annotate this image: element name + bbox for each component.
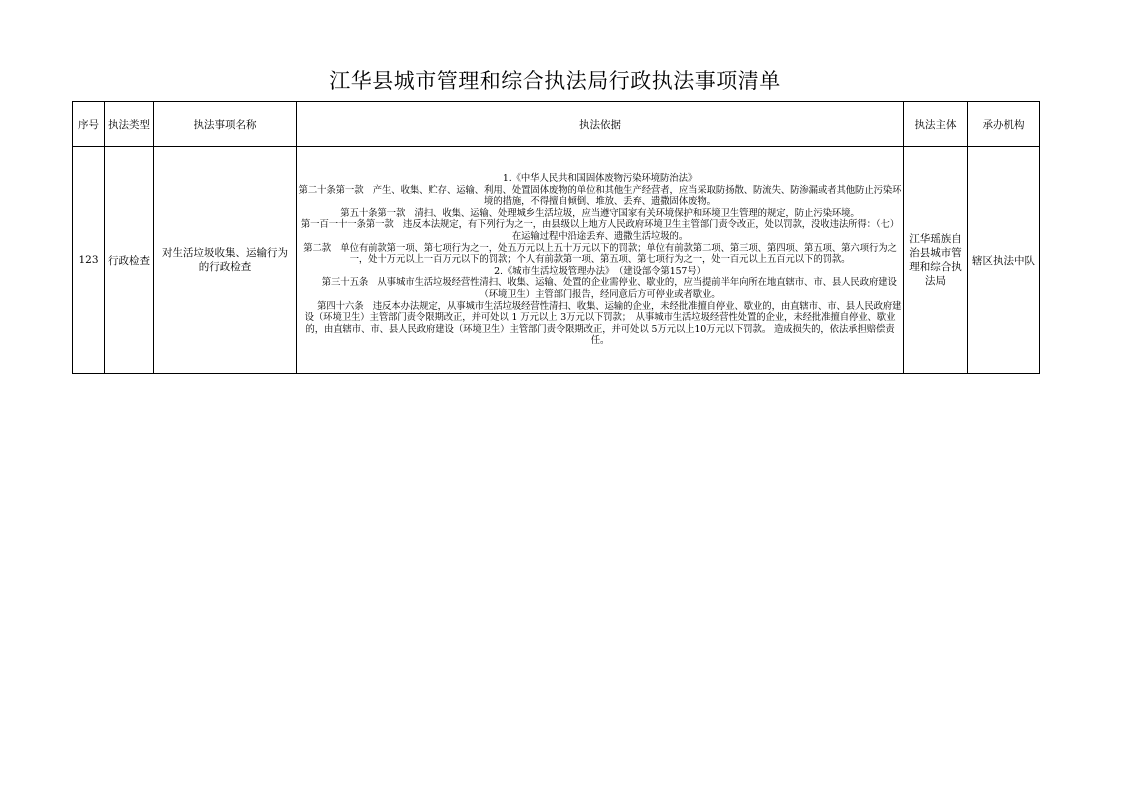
row-index: 123 [73, 147, 105, 374]
table-header-row [73, 102, 1040, 147]
header-handler: 承办机构 [968, 102, 1040, 147]
header-index: 序号 [73, 102, 105, 147]
basis-line: 第三十五条 从事城市生活垃圾经营性清扫、收集、运输、处置的企业需停业、歇业的，应当提前半年向所在地直辖市、市、县人民政府建设（环境卫生）主管部门报告，经同意后方可停业或者歇业。 [303, 277, 897, 300]
header-name: 执法事项名称 [154, 102, 297, 147]
header-type: 执法类型 [105, 102, 154, 147]
row-name [154, 147, 297, 374]
header-subject: 执法主体 [904, 102, 968, 147]
row-name-text: 对生活垃圾收集、运输行为的行政检查 [162, 247, 288, 273]
row-basis [297, 147, 904, 374]
basis-line: 第二款 单位有前款第一项、第七项行为之一，处五万元以上五十万元以下的罚款；单位有前款第二项、第三项、第四项、第五项、第六项行为之一，处十万元以上一百万元以下的罚款；个人有前款第一项、第五项、第七项行为之一，处一百元以上五百元以下的罚款。 [303, 242, 897, 266]
basis-line: 1.《中华人民共和国固体废物污染环境防治法》 [502, 173, 698, 185]
basis-line: 第一百一十一条第一款 违反本法规定，有下列行为之一，由县级以上地方人民政府环境卫生主管部门责令改正，处以罚款，没收违法所得：（七）在运输过程中沿途丢弃、遗撒生活垃圾的。 [300, 219, 900, 243]
basis-line: 第五十条第一款 清扫、收集、运输、处理城乡生活垃圾，应当遵守国家有关环境保护和环境卫生管理的规定，防止污染环境。 [340, 207, 860, 219]
row-subject-text: 江华瑶族自治县城市管理和综合执法局 [909, 233, 962, 287]
basis-line: 第四十六条 违反本办法规定，从事城市生活垃圾经营性清扫、收集、运输的企业，未经批准擅自停业、歇业的，由直辖市、市、县人民政府建设（环境卫生）主管部门责令限期改正，并可处以 1 万元以上 3万元以下罚款； 从事城市生活垃圾经营性处置的企业，未经批准擅自停业、歇业的，由直辖市、市、县人民政府建设（环境卫生）主管部门责令限期改正，并可处以 5万元以上10万元以下罚款。 造成损失的，依法承担赔偿责任。 [298, 300, 902, 347]
page-title: 江华县城市管理和综合执法局行政执法事项清单 [329, 69, 781, 93]
table-row [73, 147, 1040, 374]
enforcement-items-table [72, 101, 1040, 374]
header-basis: 执法依据 [297, 102, 904, 147]
basis-line: 第二十条第一款 产生、收集、贮存、运输、利用、处置固体废物的单位和其他生产经营者，应当采取防扬散、防流失、防渗漏或者其他防止污染环境的措施，不得擅自倾倒、堆放、丢弃、遗撒固体废物。 [298, 184, 902, 208]
row-handler: 辖区执法中队 [968, 147, 1040, 374]
row-subject [904, 147, 968, 374]
basis-line: 2.《城市生活垃圾管理办法》 （建设部令第157号） [494, 265, 706, 277]
row-type: 行政检查 [105, 147, 154, 374]
